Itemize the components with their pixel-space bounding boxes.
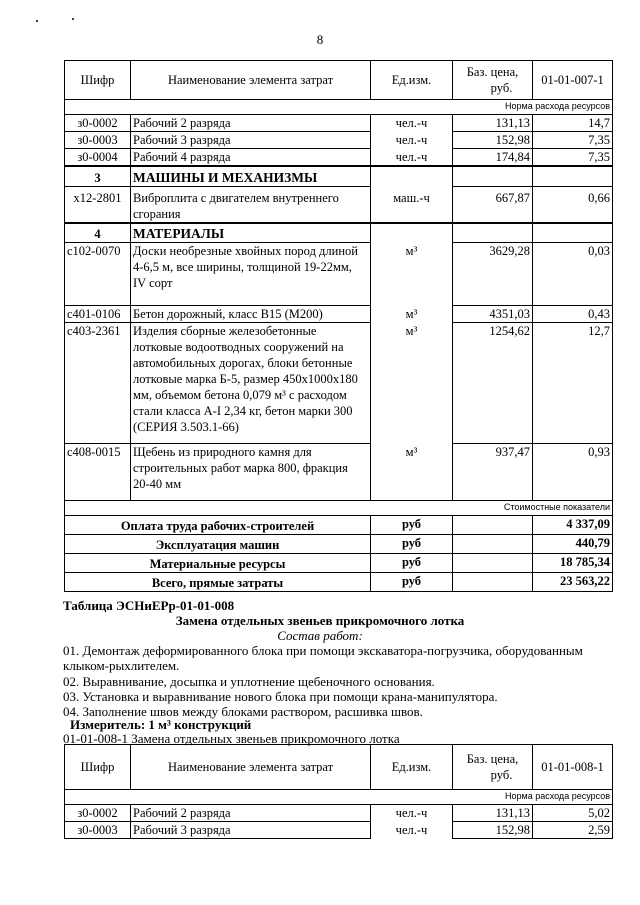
total-label: Эксплуатация машин [65, 535, 371, 554]
norm-label: Норма расхода ресурсов [65, 790, 613, 805]
norm-label-row [65, 100, 613, 115]
totals-row [65, 516, 613, 535]
row-price: 174,84 [453, 149, 533, 167]
composition-label: Состав работ: [277, 628, 363, 643]
row-name: Рабочий 3 разряда [131, 822, 371, 839]
row-name-line: сгорания [133, 207, 181, 221]
row-name: Бетон дорожный, класс В15 (М200) [131, 306, 371, 323]
header-code: Шифр [65, 745, 131, 790]
row-name [131, 187, 371, 224]
table-row [65, 822, 613, 839]
row-name [131, 444, 371, 501]
norm-label: Норма расхода ресурсов [65, 100, 613, 115]
totals-row [65, 573, 613, 592]
norm-label-row [65, 790, 613, 805]
row-code: з0-0002 [65, 805, 131, 822]
row-name-line: стали класса А-I 2,34 кг, бетон марки 300 [133, 404, 353, 418]
row-name-line: 4-6,5 м, все ширины, толщиной 19-22мм, [133, 260, 352, 274]
row-norm: 2,59 [533, 822, 613, 839]
scan-speck [36, 20, 38, 22]
row-name-line: Доски необрезные хвойных пород длиной [133, 244, 358, 258]
header-code: Шифр [65, 61, 131, 100]
section-title: МАТЕРИАЛЫ [131, 223, 371, 243]
table-row [65, 187, 613, 224]
totals-row [65, 554, 613, 573]
row-price: 937,47 [453, 444, 533, 501]
table-row [65, 149, 613, 167]
row-name [131, 243, 371, 306]
header-name: Наименование элемента затрат [131, 745, 371, 790]
total-unit: руб [371, 554, 453, 573]
row-code: с102-0070 [65, 243, 131, 306]
row-code: с408-0015 [65, 444, 131, 501]
row-name-line: автомобильных дорогах, блоки бетонные [133, 356, 353, 370]
total-label: Всего, прямые затраты [65, 573, 371, 592]
row-name-line: 20-40 мм [133, 477, 182, 491]
total-unit: руб [371, 516, 453, 535]
total-label: Оплата труда рабочих-строителей [65, 516, 371, 535]
row-norm: 0,03 [533, 243, 613, 306]
row-name: Рабочий 4 разряда [131, 149, 371, 167]
total-value: 440,79 [533, 535, 613, 554]
row-name-line: Виброплита с двигателем внутреннего [133, 191, 339, 205]
total-unit: руб [371, 573, 453, 592]
header-price [453, 61, 533, 100]
resource-table-01-01-007-1 [64, 60, 613, 592]
table-row [65, 444, 613, 501]
row-code: з0-0004 [65, 149, 131, 167]
header-price [453, 745, 533, 790]
row-norm: 5,02 [533, 805, 613, 822]
scan-speck [72, 18, 74, 20]
header-norm-id: 01-01-008-1 [533, 745, 613, 790]
section-row [65, 166, 613, 187]
row-code: з0-0003 [65, 132, 131, 149]
table-row [65, 306, 613, 323]
page-number: 8 [316, 32, 324, 47]
header-unit: Ед.изм. [371, 61, 453, 100]
measure-unit: Измеритель: 1 м³ конструкций [70, 717, 252, 732]
row-unit: чел.-ч [371, 805, 453, 822]
cost-label-row [65, 501, 613, 516]
total-label: Материальные ресурсы [65, 554, 371, 573]
row-norm: 0,43 [533, 306, 613, 323]
work-step: 01. Демонтаж деформированного блока при помощи экскаватора-погрузчика, оборудованным [63, 643, 583, 658]
row-norm: 0,66 [533, 187, 613, 224]
row-code: х12-2801 [65, 187, 131, 224]
row-price: 131,13 [453, 805, 533, 822]
row-price: 3629,28 [453, 243, 533, 306]
header-price-line1: Баз. цена, [466, 752, 519, 766]
work-step: 03. Установка и выравнивание нового блока при помощи крана-манипулятора. [63, 689, 498, 704]
header-norm-id: 01-01-007-1 [533, 61, 613, 100]
section-title: МАШИНЫ И МЕХАНИЗМЫ [131, 166, 371, 187]
row-price: 131,13 [453, 115, 533, 132]
row-name-line: IV сорт [133, 276, 173, 290]
row-unit: м³ [371, 243, 453, 306]
row-name-line: Изделия сборные железобетонные [133, 324, 317, 338]
row-price: 1254,62 [453, 323, 533, 444]
row-code: з0-0003 [65, 822, 131, 839]
row-name-line: Щебень из природного камня для [133, 445, 312, 459]
row-unit: чел.-ч [371, 115, 453, 132]
row-unit: м³ [371, 323, 453, 444]
row-name [131, 323, 371, 444]
row-name-line: (СЕРИЯ 3.503.1-66) [133, 420, 239, 434]
table-row [65, 323, 613, 444]
row-name-line: мм, объемом бетона 0,079 м³ с расходом [133, 388, 347, 402]
work-step: клыком-рыхлителем. [63, 658, 180, 673]
row-code: с401-0106 [65, 306, 131, 323]
header-price-line1: Баз. цена, [466, 65, 519, 79]
total-value: 4 337,09 [533, 516, 613, 535]
table-header-row [65, 745, 613, 790]
row-norm: 14,7 [533, 115, 613, 132]
total-value: 18 785,34 [533, 554, 613, 573]
row-code: з0-0002 [65, 115, 131, 132]
section-row [65, 223, 613, 243]
section-number: 3 [65, 166, 131, 187]
row-name-line: лотковые водоотводных сооружений на [133, 340, 344, 354]
section-heading: Замена отдельных звеньев прикромочного лотка [175, 613, 465, 628]
work-step: 04. Заполнение швов между блоками раствором, расшивка швов. [63, 704, 423, 719]
table-title: Таблица ЭСНиЕРр-01-01-008 [63, 598, 235, 613]
row-price: 667,87 [453, 187, 533, 224]
row-name: Рабочий 2 разряда [131, 805, 371, 822]
table-header-row [65, 61, 613, 100]
row-name: Рабочий 2 разряда [131, 115, 371, 132]
row-unit: чел.-ч [371, 132, 453, 149]
row-unit: чел.-ч [371, 822, 453, 839]
row-name-line: строительных работ марка 800, фракция [133, 461, 348, 475]
row-unit: маш.-ч [371, 187, 453, 224]
row-norm: 7,35 [533, 149, 613, 167]
resource-table-01-01-008-1 [64, 744, 613, 839]
row-norm: 0,93 [533, 444, 613, 501]
header-price-line2: руб. [490, 768, 513, 782]
total-value: 23 563,22 [533, 573, 613, 592]
row-price: 152,98 [453, 132, 533, 149]
work-step: 02. Выравнивание, досыпка и уплотнение щебеночного основания. [63, 674, 435, 689]
table-row [65, 805, 613, 822]
table-row [65, 243, 613, 306]
row-unit: чел.-ч [371, 149, 453, 167]
row-name-line: лотковые марка Б-5, размер 450х1000х180 [133, 372, 358, 386]
row-price: 4351,03 [453, 306, 533, 323]
total-unit: руб [371, 535, 453, 554]
row-unit: м³ [371, 444, 453, 501]
row-name: Рабочий 3 разряда [131, 132, 371, 149]
cost-label: Стоимостные показатели [65, 501, 613, 516]
table-row [65, 115, 613, 132]
subtitle: 01-01-008-1 Замена отдельных звеньев прикромочного лотка [63, 731, 400, 746]
row-price: 152,98 [453, 822, 533, 839]
header-name: Наименование элемента затрат [131, 61, 371, 100]
table-row [65, 132, 613, 149]
header-unit: Ед.изм. [371, 745, 453, 790]
row-unit: м³ [371, 306, 453, 323]
row-norm: 7,35 [533, 132, 613, 149]
totals-row [65, 535, 613, 554]
row-code: с403-2361 [65, 323, 131, 444]
row-norm: 12,7 [533, 323, 613, 444]
header-price-line2: руб. [490, 81, 513, 95]
section-number: 4 [65, 223, 131, 243]
